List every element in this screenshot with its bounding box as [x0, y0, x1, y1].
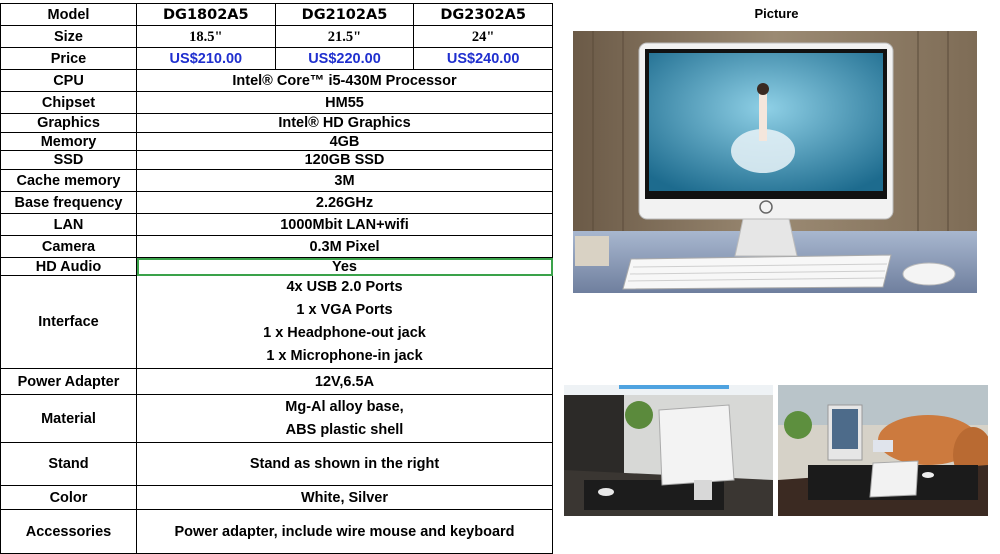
- value-graphics: Intel® HD Graphics: [137, 114, 553, 133]
- interface-vga: 1 x VGA Ports: [296, 302, 393, 318]
- size-2: 21.5": [275, 26, 414, 48]
- value-ssd: 120GB SSD: [137, 151, 553, 170]
- row-cache: [1, 170, 553, 192]
- label-camera: Camera: [1, 236, 137, 258]
- model-3: DG2302A5: [414, 4, 553, 26]
- row-memory: [1, 133, 553, 151]
- value-cpu: Intel® Core™ i5-430M Processor: [137, 70, 553, 92]
- label-ssd: SSD: [1, 151, 137, 170]
- row-size: [1, 26, 553, 48]
- row-model: [1, 4, 553, 26]
- row-color: [1, 486, 553, 510]
- label-hd-audio: HD Audio: [1, 258, 137, 276]
- value-interface: [137, 276, 553, 369]
- value-cache: 3M: [137, 170, 553, 192]
- row-ssd: [1, 151, 553, 170]
- row-chipset: [1, 92, 553, 114]
- value-memory: 4GB: [137, 133, 553, 151]
- value-accessories: Power adapter, include wire mouse and keyboard: [137, 510, 553, 554]
- label-graphics: Graphics: [1, 114, 137, 133]
- spec-table: [0, 3, 553, 554]
- row-interface: [1, 276, 553, 369]
- product-photo-main: [573, 31, 977, 293]
- size-1: 18.5": [137, 26, 276, 48]
- label-memory: Memory: [1, 133, 137, 151]
- label-color: Color: [1, 486, 137, 510]
- price-2: US$220.00: [275, 48, 414, 70]
- value-base-frequency: 2.26GHz: [137, 192, 553, 214]
- value-color: White, Silver: [137, 486, 553, 510]
- interface-headphone: 1 x Headphone-out jack: [263, 325, 426, 341]
- label-lan: LAN: [1, 214, 137, 236]
- model-1: DG1802A5: [137, 4, 276, 26]
- value-power-adapter: 12V,6.5A: [137, 369, 553, 395]
- label-interface: Interface: [1, 276, 137, 369]
- label-stand: Stand: [1, 443, 137, 486]
- row-stand: [1, 443, 553, 486]
- label-model: Model: [1, 4, 137, 26]
- size-3: 24": [414, 26, 553, 48]
- product-photo-stand-right: [778, 385, 988, 516]
- value-material: [137, 395, 553, 443]
- label-power-adapter: Power Adapter: [1, 369, 137, 395]
- label-accessories: Accessories: [1, 510, 137, 554]
- price-1: US$210.00: [137, 48, 276, 70]
- label-cache: Cache memory: [1, 170, 137, 192]
- material-base: Mg-Al alloy base,: [285, 398, 404, 415]
- value-chipset: HM55: [137, 92, 553, 114]
- model-2: DG2102A5: [275, 4, 414, 26]
- value-camera: 0.3M Pixel: [137, 236, 553, 258]
- row-lan: [1, 214, 553, 236]
- picture-title: Picture: [754, 6, 799, 21]
- row-material: [1, 395, 553, 443]
- price-3: US$240.00: [414, 48, 553, 70]
- label-base-frequency: Base frequency: [1, 192, 137, 214]
- material-shell: ABS plastic shell: [285, 421, 404, 438]
- interface-usb: 4x USB 2.0 Ports: [286, 279, 403, 295]
- label-chipset: Chipset: [1, 92, 137, 114]
- label-size: Size: [1, 26, 137, 48]
- row-cpu: [1, 70, 553, 92]
- label-price: Price: [1, 48, 137, 70]
- row-base-frequency: [1, 192, 553, 214]
- row-accessories: [1, 510, 553, 554]
- value-lan: 1000Mbit LAN+wifi: [137, 214, 553, 236]
- value-stand: Stand as shown in the right: [137, 443, 553, 486]
- row-graphics: [1, 114, 553, 133]
- row-camera: [1, 236, 553, 258]
- value-hd-audio: Yes: [137, 258, 553, 276]
- row-power-adapter: [1, 369, 553, 395]
- product-photo-stand-left: [564, 385, 773, 516]
- label-cpu: CPU: [1, 70, 137, 92]
- row-price: [1, 48, 553, 70]
- interface-microphone: 1 x Microphone-in jack: [266, 348, 423, 364]
- row-hd-audio: [1, 258, 553, 276]
- label-material: Material: [1, 395, 137, 443]
